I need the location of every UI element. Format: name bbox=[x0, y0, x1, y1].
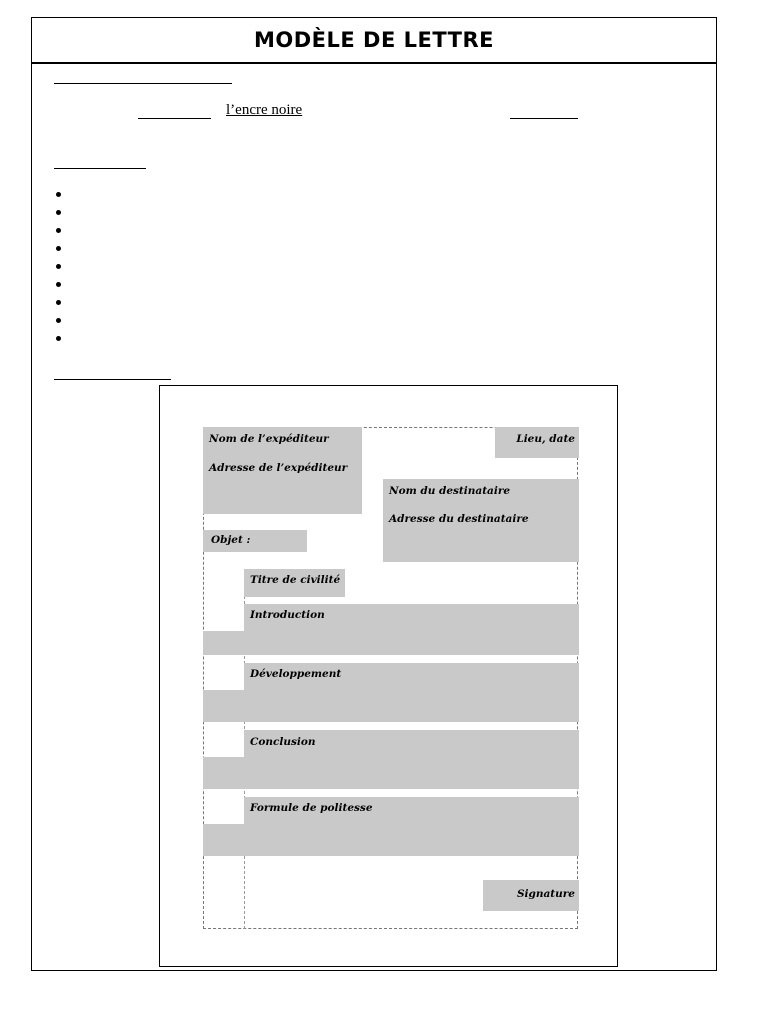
document-page bbox=[31, 17, 717, 971]
closing-block-lower bbox=[203, 824, 579, 856]
page-title: MODÈLE DE LETTRE bbox=[253, 28, 495, 52]
list-item bbox=[54, 258, 64, 276]
salutation-label: Titre de civilité bbox=[250, 574, 341, 586]
blank-line-1 bbox=[138, 118, 211, 119]
salutation-block bbox=[244, 569, 345, 597]
place-date-label: Lieu, date bbox=[516, 433, 575, 445]
blank-line-2 bbox=[510, 118, 578, 119]
subject-block bbox=[203, 530, 307, 552]
list-item bbox=[54, 186, 64, 204]
closing-block bbox=[244, 797, 579, 827]
recipient-block bbox=[383, 479, 579, 562]
ink-text: l’encre noire bbox=[226, 102, 303, 118]
conclusion-label: Conclusion bbox=[250, 736, 316, 748]
signature-block bbox=[483, 880, 579, 911]
sender-block bbox=[203, 427, 362, 514]
sender-name-label: Nom de l’expéditeur bbox=[209, 433, 329, 445]
development-label: Développement bbox=[250, 668, 342, 680]
conclusion-block-lower bbox=[203, 757, 579, 789]
introduction-block bbox=[244, 604, 579, 634]
heading-underline-2 bbox=[54, 168, 146, 169]
sender-address-label: Adresse de l’expéditeur bbox=[209, 462, 348, 474]
heading-underline-1 bbox=[54, 83, 232, 84]
list-item bbox=[54, 222, 64, 240]
list-item bbox=[54, 312, 64, 330]
list-item bbox=[54, 294, 64, 312]
list-item bbox=[54, 276, 64, 294]
development-block bbox=[244, 663, 579, 693]
conclusion-block bbox=[244, 730, 579, 760]
list-item bbox=[54, 240, 64, 258]
heading-underline-3 bbox=[54, 379, 171, 380]
recipient-address-label: Adresse du destinataire bbox=[389, 513, 529, 525]
closing-label: Formule de politesse bbox=[250, 802, 373, 814]
development-block-lower bbox=[203, 690, 579, 722]
place-date-block bbox=[495, 427, 579, 458]
letter-template-sheet bbox=[159, 385, 618, 967]
signature-label: Signature bbox=[516, 888, 575, 900]
title-bar bbox=[32, 18, 716, 64]
bullet-list bbox=[54, 186, 64, 348]
recipient-name-label: Nom du destinataire bbox=[389, 485, 511, 497]
introduction-block-lower bbox=[203, 631, 579, 655]
introduction-label: Introduction bbox=[250, 609, 325, 621]
list-item bbox=[54, 330, 64, 348]
subject-label: Objet : bbox=[211, 534, 251, 546]
list-item bbox=[54, 204, 64, 222]
